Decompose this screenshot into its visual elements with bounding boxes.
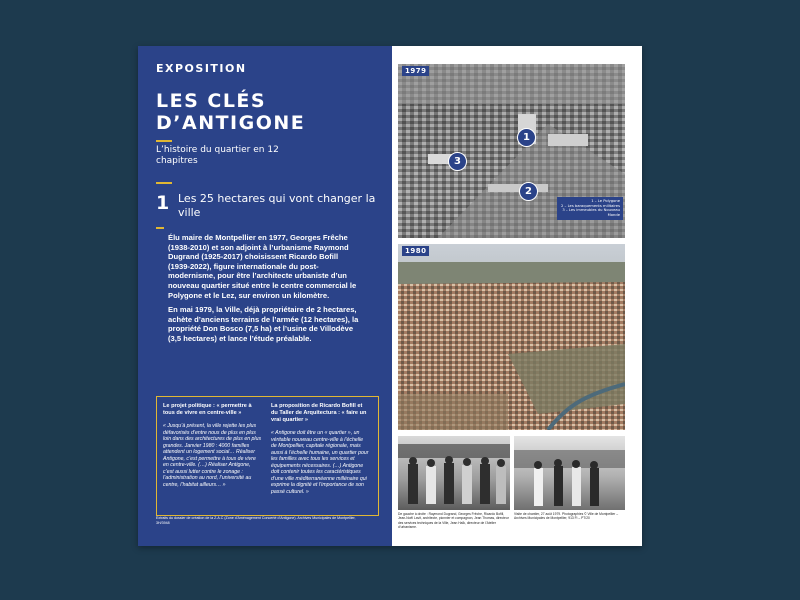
box-heading: La proposition de Ricardo Bofill et du Taller de Arquitectura : « faire un vrai quartier » (271, 403, 367, 423)
page-title: LES CLÉS D’ANTIGONE (156, 90, 306, 134)
page-subtitle: L’histoire du quartier en 12 chapitres (156, 145, 279, 166)
legend-item: 1 – Le Polygone (591, 198, 620, 203)
map-marker-1: 1 (517, 128, 536, 147)
divider (156, 140, 172, 142)
divider (156, 227, 164, 229)
aerial-photo-1980 (398, 244, 625, 430)
exhibition-panel (138, 46, 642, 546)
photo-figures (514, 436, 625, 510)
aerial-photo-1979 (398, 64, 625, 238)
kicker: EXPOSITION (156, 62, 247, 75)
photo-group-portrait (398, 436, 510, 510)
legend-item: 2 – Les baraquements militaires (561, 203, 620, 208)
photo-caption: Visite de chantier, 27 août 1979. Photographies © Ville de Montpellier – Archives Municipales de Montpellier, 913 Fi – PT/20 (514, 512, 619, 521)
chapter-number: 1 (156, 192, 170, 214)
paragraph: En mai 1979, la Ville, déjà propriétaire de 2 hectares, achète d’anciens terrains de l’armée (12 hectares), la propriété Don Bosco (7,5 ha) et l’usine de Villodève (3,5 hectares) et lance l’étude préalable. (168, 305, 359, 343)
box-quote: « Jusqu’à présent, la ville rejette les plus défavorisés d’entre nous de plus en plus loin dans des architectures de plus en plus grandes. Janvier 1980 : 4000 familles attendent un logement social… Réaliser Antigone, c’est permettre à tous de vivre en centre-ville. (…) Réaliser Antigone, c’est aussi lutter contre le zonage : l’administration au nord, l’université au centre, l’habitat ailleurs… » (163, 423, 262, 488)
credit-text: Extraits du dossier de création de la Z.A.C (Zone d’Aménagement Concerté d’Antigone). Archives Municipales de Montpellier, 3H/3948 (156, 516, 356, 525)
photo-figures (398, 436, 510, 510)
box-heading: Le projet politique : « permettre à tous de vivre en centre-ville » (163, 403, 252, 416)
text-column (138, 46, 392, 546)
photo-column (392, 46, 642, 546)
map-marker-2: 2 (519, 182, 538, 201)
photo-caption: De gauche à droite : Raymond Dugrand, Georges Frêche, Ricardo Bofill, Jean-Noël Lavit, architecte, pionnier et compagnon, Jean Thomas, directeur des services techniques de la Ville, Jean Haïk, directeur de l’Atelier d’urbanisme. (398, 512, 509, 529)
map-marker-3: 3 (448, 152, 467, 171)
photo-legend (557, 197, 623, 220)
box-quote: « Antigone doit être un « quartier », un véritable nouveau centre-ville à l’échelle de Montpellier, capitale régionale, mais aussi à l’échelle humaine, un quartier pour les familles avec tous les services et équipements nécessaires. (…) Antigone doit contenir toutes les caractéristiques d’une ville méditerranéenne millénaire qui exprime la dignité et l’importance de son passé culturel. » (271, 430, 369, 495)
body-text (168, 233, 360, 349)
year-label: 1979 (402, 66, 429, 76)
paragraph: Élu maire de Montpellier en 1977, Georges Frêche (1938-2010) et son adjoint à l’urbanisme Raymond Dugrand (1925-2017) choisissent Ricardo Bofill (1939-2022), figure internationale du post-modernisme, pour être l’architecte urbaniste d’un nouveau quartier situé entre le centre commercial le Polygone et le Lez, sur environ un kilomètre. (168, 233, 357, 300)
quote-box-architect (271, 403, 370, 495)
aerial-photo-texture (398, 244, 625, 430)
chapter-title: Les 25 hectares qui vont changer la ville (178, 192, 376, 219)
quote-boxes (156, 396, 379, 516)
quote-box-political (163, 403, 262, 488)
year-label: 1980 (402, 246, 429, 256)
photo-site-visit (514, 436, 625, 510)
legend-item: 3 – Les immeubles du Nouveau Monde (562, 208, 620, 218)
divider (156, 182, 172, 184)
